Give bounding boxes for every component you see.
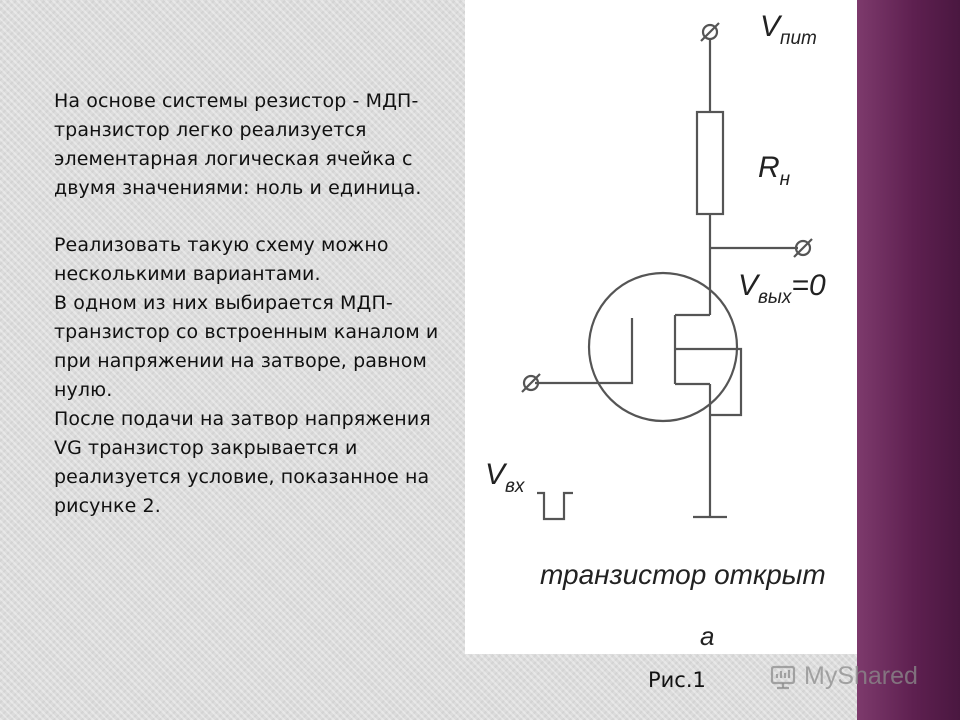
slides-logo-icon bbox=[768, 661, 798, 691]
paragraph-1: На основе системы резистор - МДП-транзистор легко реализуется элементарная логическая ячейка с двумя значениями: ноль и единица. bbox=[54, 90, 422, 199]
paragraph-4: После подачи на затвор напряжения VG транзистор закрывается и реализуется условие, показанное на рисунке 2. bbox=[54, 408, 431, 517]
watermark bbox=[768, 656, 918, 696]
vout-label: $V_{вых}=0$ bbox=[738, 269, 826, 308]
watermark-text: MyShared bbox=[804, 661, 918, 690]
input-pulse bbox=[537, 493, 573, 519]
load-resistor bbox=[697, 112, 723, 214]
paragraph-3: В одном из них выбирается МДП-транзистор со встроенным каналом и при напряжении на затворе, равном нулю. bbox=[54, 292, 439, 401]
transistor-body bbox=[589, 273, 737, 421]
vin-label: $V_{вх}$ bbox=[485, 458, 525, 497]
figure-sublabel: а bbox=[700, 621, 715, 651]
figure-caption: Рис.1 bbox=[648, 668, 706, 692]
resistor-label: $R_н$ bbox=[758, 151, 791, 190]
decorative-sidebar bbox=[857, 0, 960, 720]
paragraph-2: Реализовать такую схему можно несколькими вариантами. bbox=[54, 234, 389, 285]
gate-lead bbox=[535, 318, 632, 383]
transistor-state-label: транзистор открыт bbox=[540, 559, 826, 590]
vsupply-label: $V_{пит}$ bbox=[760, 10, 817, 49]
circuit-figure-panel bbox=[465, 0, 857, 654]
description-text bbox=[54, 87, 464, 521]
circuit-diagram bbox=[465, 0, 857, 654]
